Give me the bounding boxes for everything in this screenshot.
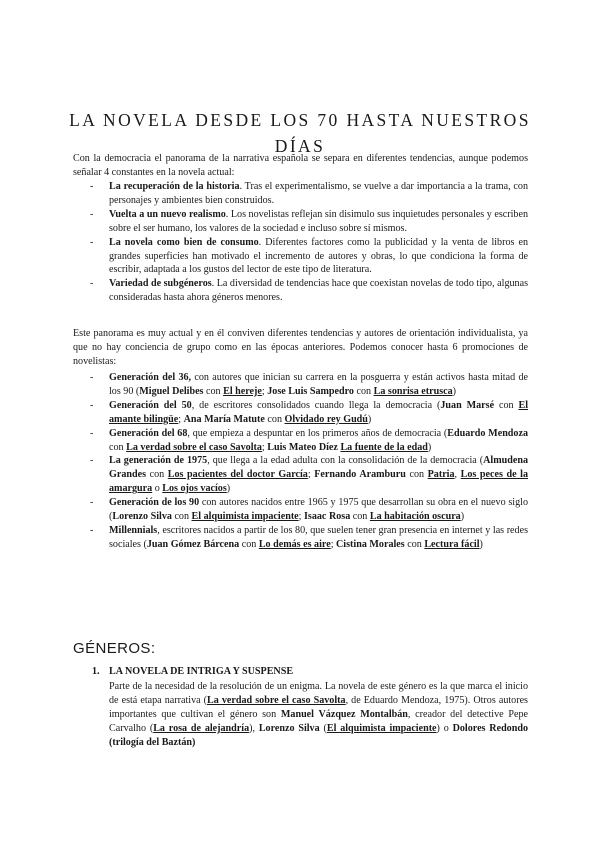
connector-text: con <box>405 469 428 481</box>
genre-number: 1. <box>92 666 100 677</box>
author-name: Isaac Rosa <box>303 511 351 523</box>
author-name: Dolores Redondo <box>452 722 529 734</box>
separator-text: , <box>454 469 461 481</box>
list-item-g90 <box>73 496 528 524</box>
separator-text: ; <box>330 538 337 550</box>
generation-name: Millennials <box>109 524 158 536</box>
connector-text: con <box>109 441 127 453</box>
body-text: ) o <box>436 722 453 734</box>
connector-text: con <box>350 511 370 523</box>
item-text: con autores nacidos entre 1965 y 1975 que desarrollan su obra en el nuevo siglo ( <box>109 497 528 523</box>
author-name: Lorenzo Silva <box>258 722 320 734</box>
list-item <box>73 208 528 236</box>
dash-bullet: - <box>90 427 94 439</box>
page-title: LA NOVELA DESDE LOS 70 HASTA NUESTROS DÍAS <box>69 109 531 156</box>
generations-list <box>73 371 528 552</box>
work-title: Patria <box>427 469 455 481</box>
work-title: La verdad sobre el caso Savolta <box>207 694 346 706</box>
work-title: El alquimista impaciente <box>191 511 299 523</box>
list-item <box>73 236 528 278</box>
section-heading: GÉNEROS: <box>73 640 156 657</box>
generation-name: La generación de 1975 <box>109 455 208 467</box>
work-title: La rosa de alejandría <box>153 722 250 734</box>
genre-title: LA NOVELA DE INTRIGA Y SUSPENSE <box>109 666 294 677</box>
connector-text: con <box>171 511 192 523</box>
author-name: Luis Mateo Díez <box>267 441 338 453</box>
dash-bullet: - <box>90 236 94 248</box>
constants-list <box>73 180 528 305</box>
author-name: Jose Luis Sampedro <box>267 385 354 397</box>
closing-paren: ) <box>367 413 372 425</box>
dash-bullet: - <box>90 399 94 411</box>
separator-text: ; <box>307 469 315 481</box>
list-item-g50 <box>73 399 528 427</box>
dash-bullet: - <box>90 372 94 383</box>
panorama-paragraph: Este panorama es muy actual y en él conviven diferentes tendencias y autores de orientación individualista, ya que no hay conciencia de grupo como en las épocas anteriores. Podemos conocer hasta 6 promociones de novelistas: <box>73 328 528 367</box>
work-title: El amante bilingüe <box>109 399 529 425</box>
closing-paren: ) <box>479 538 483 550</box>
dash-bullet: - <box>90 455 94 467</box>
item-text: . Los novelistas reflejan sin disimulo sus inquietudes personales y escriben sobre el ser humano, los valores de la sociedad e incluso sobre sí mismos. <box>109 208 528 234</box>
generation-name: Generación de los 90 <box>109 497 200 509</box>
author-name: Lorenzo Silva <box>112 511 172 523</box>
dash-bullet: - <box>90 208 94 220</box>
dash-bullet: - <box>90 181 94 192</box>
intro-paragraph: Con la democracia el panorama de la narrativa española se separa en diferentes tendencias, aunque podemos señalar 4 constantes en la novela actual: <box>73 153 528 178</box>
work-title: El alquimista impaciente <box>326 722 437 734</box>
item-text: . La diversidad de tendencias hace que coexistan novelas de todo tipo, algunas consideradas hasta ahora géneros menores. <box>109 278 528 304</box>
generation-name: Generación del 68 <box>109 427 188 439</box>
separator-text: ; <box>261 385 268 397</box>
list-item-millennials <box>73 524 528 552</box>
separator-text: ; <box>261 441 268 453</box>
connector-text: con <box>264 413 285 425</box>
list-item-g36 <box>73 371 528 399</box>
body-text: , creador del detective Pepe Carvalho ( <box>109 708 528 734</box>
closing-paren: ) <box>460 511 465 523</box>
body-text: Parte de la necesidad de la resolución de un enigma. La novela de este género es la que marca el inicio de está etapa narrativa ( <box>109 681 528 706</box>
dash-bullet: - <box>90 497 94 509</box>
body-text: (trilogía del Baztán) <box>109 736 196 748</box>
work-title: La habitación oscura <box>369 511 461 523</box>
generation-name: Generación del 50 <box>109 399 192 411</box>
list-item <box>73 277 528 305</box>
item-text: , que empieza a despuntar en los primeros años de democracia ( <box>187 427 448 439</box>
author-name: Almudena Grandes <box>109 455 528 481</box>
work-title: Olvidado rey Gudú <box>284 413 368 425</box>
item-heading: Vuelta a un nuevo realismo <box>109 208 226 220</box>
author-name: Miguel Delibes <box>139 385 204 397</box>
item-text: con autores que inician su carrera en la posguerra y están activos hasta mitad de los 90 ( <box>109 372 528 397</box>
connector-text: o <box>152 483 163 495</box>
connector-text: con <box>239 538 259 550</box>
item-heading: La recuperación de la historia <box>109 181 240 192</box>
item-text: . Diferentes factores como la publicidad y la venta de libros en grandes superficies han motivado el incremento de autores y obras, lo que condiciona la forma de escribir, adaptada a los gustos del lector de este tipo de literatura. <box>109 236 528 276</box>
body-text: ( <box>319 722 327 734</box>
author-name: Manuel Vázquez Montalbán <box>280 708 408 720</box>
dash-bullet: - <box>90 278 94 290</box>
work-title: Lo demás es aire <box>258 538 331 550</box>
list-item-g68 <box>73 427 528 455</box>
item-heading: La novela como bien de consumo <box>109 236 259 248</box>
connector-text: con <box>353 385 374 397</box>
item-text: , escritores nacidos a partir de los 80, que suelen tener gran presencia en internet y las redes sociales ( <box>109 524 528 550</box>
connector-text: con <box>146 469 168 481</box>
author-name: Eduardo Mendoza <box>447 427 528 439</box>
dash-bullet: - <box>90 524 94 536</box>
author-name: Juan Marsé <box>440 399 495 411</box>
author-name: Juan Gómez Bárcena <box>146 538 240 550</box>
author-name: Fernando Aramburu <box>314 469 406 481</box>
work-title: Los ojos vacíos <box>162 483 227 495</box>
work-title: El hereje <box>223 385 262 397</box>
genre-heading <box>92 666 293 677</box>
genre-body <box>109 680 528 750</box>
work-title: La fuente de la edad <box>340 441 428 453</box>
item-text: . Tras el experimentalismo, se vuelve a dar importancia a la trama, con personajes y ambientes bien construidos. <box>109 181 528 206</box>
author-name: Ana María Matute <box>183 413 265 425</box>
connector-text: con <box>404 538 425 550</box>
closing-paren: ) <box>452 385 457 397</box>
item-text: , que llega a la edad adulta con la consolidación de la democracia ( <box>207 455 484 467</box>
list-item <box>73 180 528 208</box>
work-title: Los pacientes del doctor García <box>167 469 308 481</box>
item-text: , de escritores consolidados cuando llega la democracia ( <box>191 399 441 411</box>
connector-text: con <box>203 385 224 397</box>
closing-paren: ) <box>427 441 432 453</box>
body-text: , de Eduardo Mendoza, 1975). Otros autores importantes que cultivan el género son <box>109 694 528 720</box>
item-heading: Variedad de subgéneros <box>109 278 212 290</box>
body-text: ), <box>249 722 259 734</box>
list-item-g75 <box>73 454 528 496</box>
author-name: Cistina Morales <box>336 538 405 550</box>
separator-text: ; <box>298 511 304 523</box>
work-title: Lectura fácil <box>424 538 480 550</box>
work-title: Los peces de la amargura <box>109 469 529 495</box>
work-title: La sonrisa etrusca <box>373 385 453 397</box>
separator-text: ; <box>178 413 184 425</box>
generation-name: Generación del 36, <box>109 372 192 383</box>
connector-text: con <box>494 399 519 411</box>
closing-paren: ) <box>226 483 231 495</box>
work-title: La verdad sobre el caso Savolta <box>126 441 262 453</box>
